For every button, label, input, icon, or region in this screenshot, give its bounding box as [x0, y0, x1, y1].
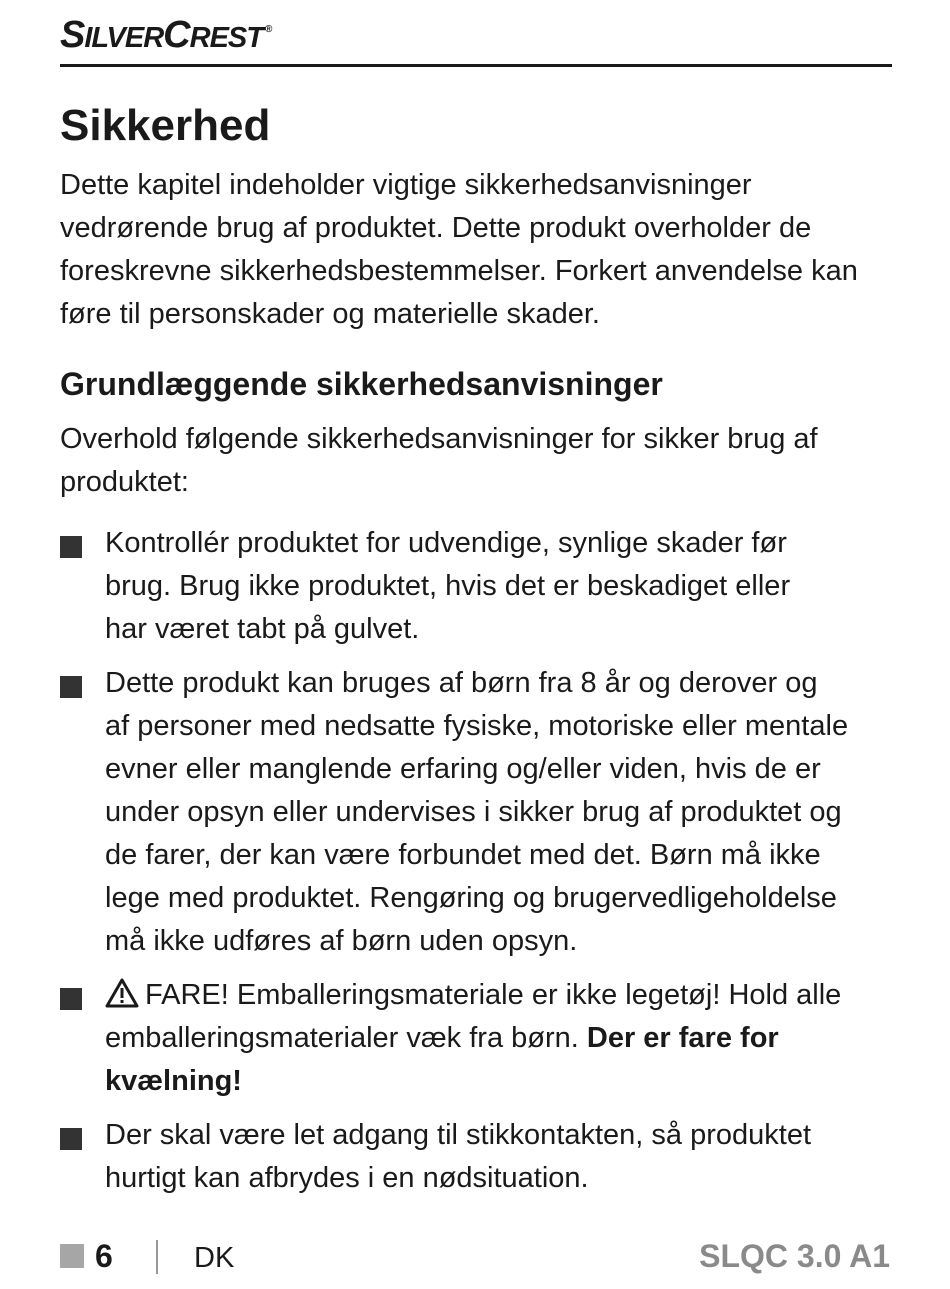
text-line: brug. Brug ikke produktet, hvis det er beskadiget eller [105, 570, 791, 602]
footer-square-icon [60, 1244, 84, 1268]
brand-letters: REST [189, 22, 263, 54]
warning-emphasis: kvælning! [105, 1065, 242, 1097]
list-item [60, 522, 892, 651]
text-line: evner eller manglende erfaring og/eller viden, hvis de er [105, 753, 821, 785]
text-line: foreskrevne sikkerhedsbestemmelser. Forkert anvendelse kan [60, 255, 858, 287]
list-item-text [105, 662, 892, 963]
header-rule [60, 64, 892, 67]
bullet-square-icon [60, 1128, 82, 1150]
list-item-text [105, 974, 892, 1103]
text-line: Dette kapitel indeholder vigtige sikkerhedsanvisninger [60, 169, 752, 201]
text-line: de farer, der kan være forbundet med det. Børn må ikke [105, 839, 821, 871]
text-line: af personer med nedsatte fysiske, motoriske eller mentale [105, 710, 849, 742]
page-number: 6 [95, 1238, 113, 1274]
warning-emphasis: Der er fare for [586, 1022, 779, 1054]
text-line: lege med produktet. Rengøring og brugervedligeholdelse [105, 882, 837, 914]
text-line [105, 1017, 892, 1060]
text-line: hurtigt kan afbrydes i en nødsituation. [105, 1162, 589, 1194]
warning-triangle-icon [105, 978, 139, 1008]
bullet-square-icon [60, 536, 82, 558]
model-number: SLQC 3.0 A1 [699, 1238, 890, 1274]
brand-logo [60, 14, 271, 58]
text-line: Der skal være let adgang til stikkontakten, så produktet [105, 1119, 812, 1151]
section-intro [60, 164, 892, 336]
list-item-text [105, 522, 892, 651]
text-line: vedrørende brug af produktet. Dette produkt overholder de [60, 212, 812, 244]
text-line [105, 974, 892, 1017]
bullet-square-icon [60, 676, 82, 698]
list-item-warning [60, 974, 892, 1103]
text-line: under opsyn eller undervises i sikker brug af produktet og [105, 796, 842, 828]
text-line: føre til personskader og materielle skader. [60, 298, 600, 330]
warning-text: FARE! Emballeringsmateriale er ikke legetøj! Hold alle [145, 979, 842, 1011]
text-line: Overhold følgende sikkerhedsanvisninger for sikker brug af [60, 423, 818, 455]
brand-letter: S [60, 14, 85, 56]
text-line: har været tabt på gulvet. [105, 613, 420, 645]
subsection-title: Grundlæggende sikkerhedsanvisninger [60, 366, 663, 402]
text-line [105, 1060, 892, 1103]
list-item [60, 662, 892, 963]
language-code: DK [194, 1242, 235, 1274]
text-line: produktet: [60, 466, 189, 498]
brand-letters: ILVER [84, 22, 164, 54]
section-title: Sikkerhed [60, 101, 271, 150]
bullet-square-icon [60, 988, 82, 1010]
subsection-intro [60, 418, 892, 504]
list-item-text [105, 1114, 892, 1200]
list-item [60, 1114, 892, 1200]
text-line: Kontrollér produktet for udvendige, synlige skader før [105, 527, 787, 559]
footer-divider [156, 1240, 158, 1274]
warning-text: emballeringsmaterialer væk fra børn. [105, 1022, 587, 1054]
text-line: må ikke udføres af børn uden opsyn. [105, 925, 578, 957]
text-line: Dette produkt kan bruges af børn fra 8 år og derover og [105, 667, 818, 699]
registered-mark: ® [264, 24, 272, 35]
brand-letter: C [163, 14, 190, 56]
